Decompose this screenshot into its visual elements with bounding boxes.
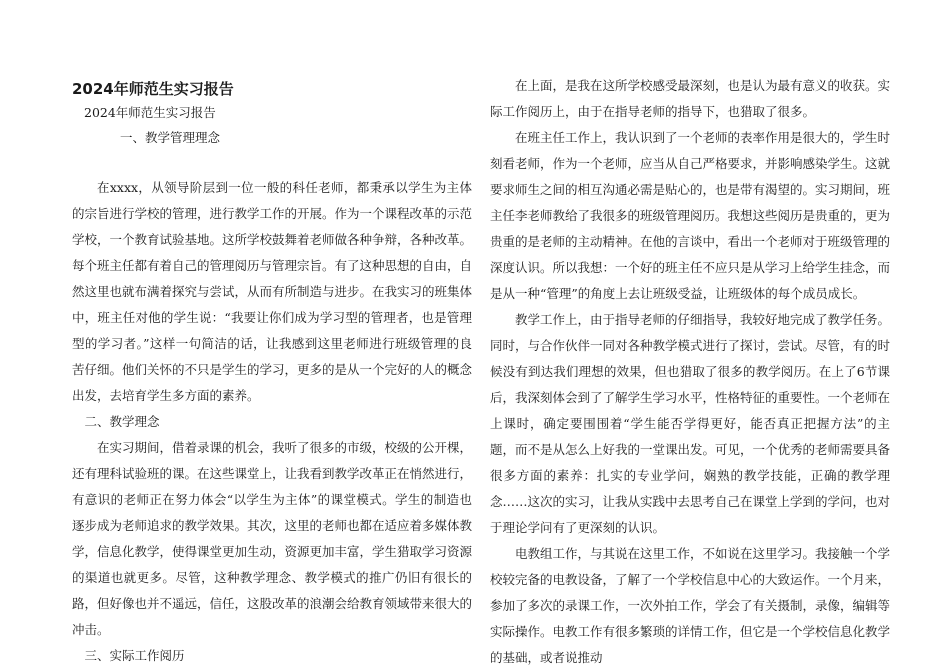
paragraph: 在上面，是我在这所学校感受最深刻，也是认为最有意义的收获。实际工作阅历上，由于在指导老师的指导下，也猎取了很多。	[490, 78, 891, 119]
document-subtitle: 2024年师范生实习报告	[84, 105, 216, 120]
section-heading-3: 三、实际工作阅历	[84, 648, 185, 663]
paragraph: 在班主任工作上，我认识到了一个老师的表率作用是很大的，学生时刻看老师，作为一个老师，应当从自己严格要求，并影响感染学生。这就要求师生之间的相互沟通必需是贴心的，也是带有渴望的。实习期间，班主任李老师教给了我很多的班级管理阅历。我想这些阅历是贵重的，更为贵重的是老师的主动精神。在他的言谈中，看出一个老师对于班级管理的深度认识。所以我想：一个好的班主任不应只是从学习上给学生挂念，而是从一种“管理”的角度上去让班级受益，让班级体的每个成员成长。	[490, 130, 891, 301]
paragraph: 在xxxx，从领导阶层到一位一般的科任老师，都秉承以学生为主体的宗旨进行学校的管理，进行教学工作的开展。作为一个课程改革的示范学校，一个教育试验基地。这所学校鼓舞着老师做各种争辩，各种改革。每个班主任都有着自己的管理阅历与管理宗旨。有了这种思想的自由，自然这里也就布满着探究与尝试，从而有所制造与进步。在我实习的班集体中，班主任对他的学生说：“我要让你们成为学习型的管理者，也是管理型的学习者。”这样一句简洁的话，让我感到这里老师进行班级管理的良苦仔细。他们关怀的不只是学生的学习，更多的是从一个完好的人的概念出发，去培育学生多方面的素养。	[72, 180, 473, 403]
document-title: 2024年师范生实习报告	[72, 80, 234, 98]
paragraph: 在实习期间，借着录课的机会，我听了很多的市级，校级的公开棵，还有理科试验班的课。在这些课堂上，让我看到教学改革正在悄然进行，有意识的老师正在努力体会“以学生为主体”的课堂模式。学生的制造也逐步成为老师追求的教学效果。其次，这里的老师也都在适应着多媒体教学，信息化教学，使得课堂更加生动，资源更加丰富，学生猎取学习资源的渠道也就更多。尽管，这种教学理念、教学模式的推广仍旧有很长的路，但好像也并不遥远，信任，这股改革的浪潮会给教育领域带来很大的冲击。	[72, 440, 473, 637]
section-heading-2: 二、教学理念	[84, 414, 160, 429]
paragraph: 教学工作上，由于指导老师的仔细指导，我较好地完成了教学任务。同时，与合作伙伴一同对各种教学模式进行了探讨，尝试。尽管，有的时候没有到达我们理想的效果，但也猎取了很多的教学阅历。在上了6节课后，我深刻体会到了了解学生学习水平，性格特征的重要性。一个老师在上课时，确定要围围着“学生能否学得更好，能否真正把握方法”的主题，而不是从怎么上好我的一堂课出发。可见，一个优秀的老师需要具备很多方面的素养：扎实的专业学问，娴熟的教学技能，正确的教学理念……这次的实习，让我从实践中去思考自己在课堂上学到的学问，也对于理论学问有了更深刻的认识。	[490, 312, 891, 535]
section-3-body	[490, 73, 890, 671]
section-heading-1: 一、教学管理理念	[120, 130, 221, 145]
section-1-body	[72, 175, 472, 669]
paragraph: 电教组工作，与其说在这里工作，不如说在这里学习。我接触一个学校较完备的电教设备，了解了一个学校信息中心的大致运作。一个月来，参加了多次的录课工作，一次外拍工作，学会了有关摄制，录像，编辑等实际操作。电教工作有很多繁琐的详情工作，但它是一个学校信息化教学的基础，或者说推动	[490, 546, 891, 665]
